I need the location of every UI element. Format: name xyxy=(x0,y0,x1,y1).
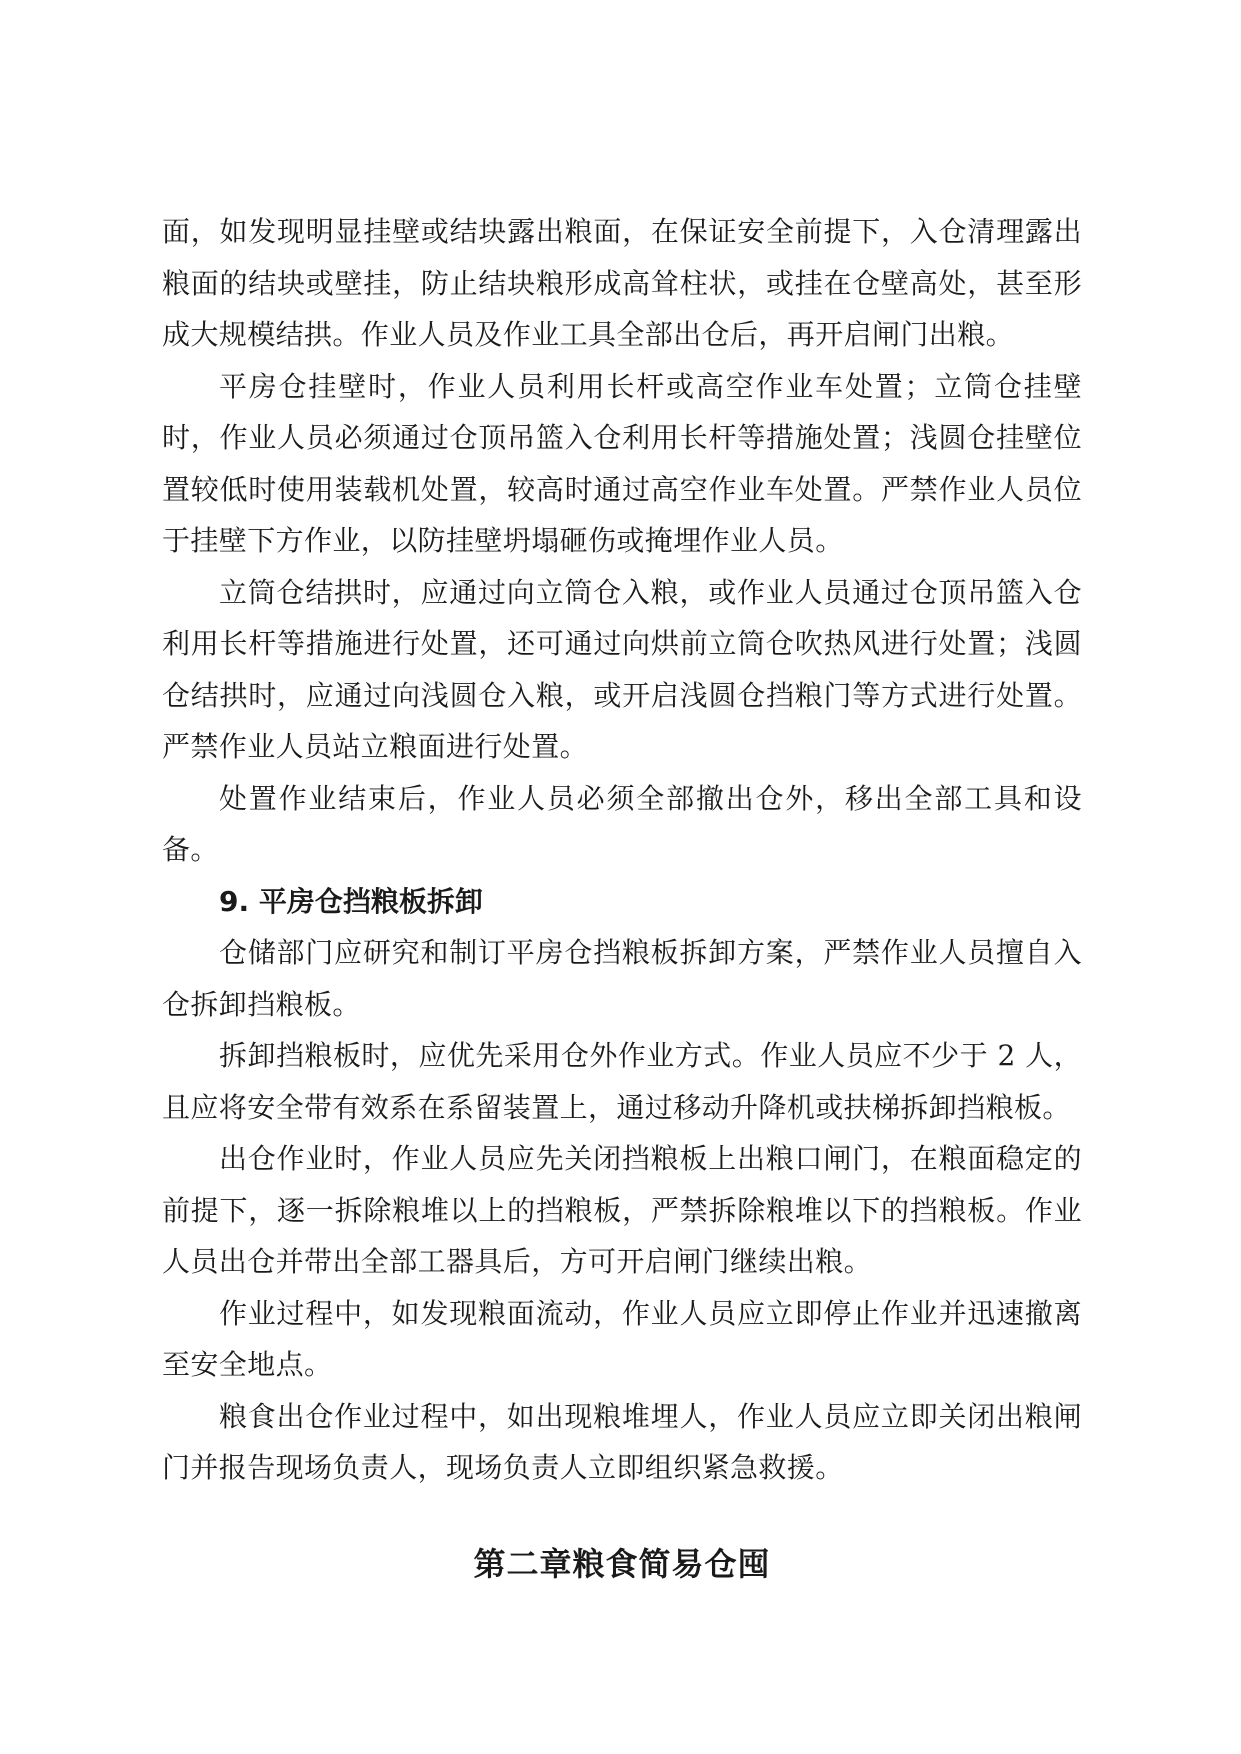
paragraph-arching: 立筒仓结拱时，应通过向立筒仓入粮，或作业人员通过仓顶吊篮入仓利用长杆等措施进行处置，还可通过向烘前立筒仓吹热风进行处置；浅圆仓结拱时，应通过向浅圆仓入粮，或开启浅圆仓挡粮门等方式进行处置。严禁作业人员站立粮面进行处置。 xyxy=(162,575,1082,763)
chapter-heading: 第二章粮食简易仓囤 xyxy=(473,1544,771,1583)
paragraph-grain-flow: 作业过程中，如发现粮面流动，作业人员应立即停止作业并迅速撤离至安全地点。 xyxy=(162,1296,1082,1381)
section-heading: 9. 平房仓挡粮板拆卸 xyxy=(219,884,483,918)
paragraph-continuation: 面，如发现明显挂壁或结块露出粮面，在保证安全前提下，入仓清理露出粮面的结块或壁挂，防止结块粮形成高耸柱状，或挂在仓壁高处，甚至形成大规模结拱。作业人员及作业工具全部出仓后，再开启闸门出粮。 xyxy=(162,215,1082,351)
paragraph-after-disposal: 处置作业结束后，作业人员必须全部撤出仓外，移出全部工具和设备。 xyxy=(162,781,1082,866)
paragraph-outflow: 出仓作业时，作业人员应先关闭挡粮板上出粮口闸门，在粮面稳定的前提下，逐一拆除粮堆以上的挡粮板，严禁拆除粮堆以下的挡粮板。作业人员出仓并带出全部工器具后，方可开启闸门继续出粮。 xyxy=(162,1142,1082,1278)
paragraph-burial: 粮食出仓作业过程中，如出现粮堆埋人，作业人员应立即关闭出粮闸门并报告现场负责人，现场负责人立即组织紧急救援。 xyxy=(162,1399,1082,1484)
paragraph-plan: 仓储部门应研究和制订平房仓挡粮板拆卸方案，严禁作业人员擅自入仓拆卸挡粮板。 xyxy=(162,936,1082,1021)
paragraph-dismantle: 拆卸挡粮板时，应优先采用仓外作业方式。作业人员应不少于 2 人，且应将安全带有效系在系留装置上，通过移动升降机或扶梯拆卸挡粮板。 xyxy=(162,1039,1082,1124)
paragraph-wall-hanging: 平房仓挂壁时，作业人员利用长杆或高空作业车处置；立筒仓挂壁时，作业人员必须通过仓顶吊篮入仓利用长杆等措施处置；浅圆仓挂壁位置较低时使用装载机处置，较高时通过高空作业车处置。严禁作业人员位于挂壁下方作业，以防挂壁坍塌砸伤或掩埋作业人员。 xyxy=(162,369,1082,557)
document-page xyxy=(162,206,1082,1586)
